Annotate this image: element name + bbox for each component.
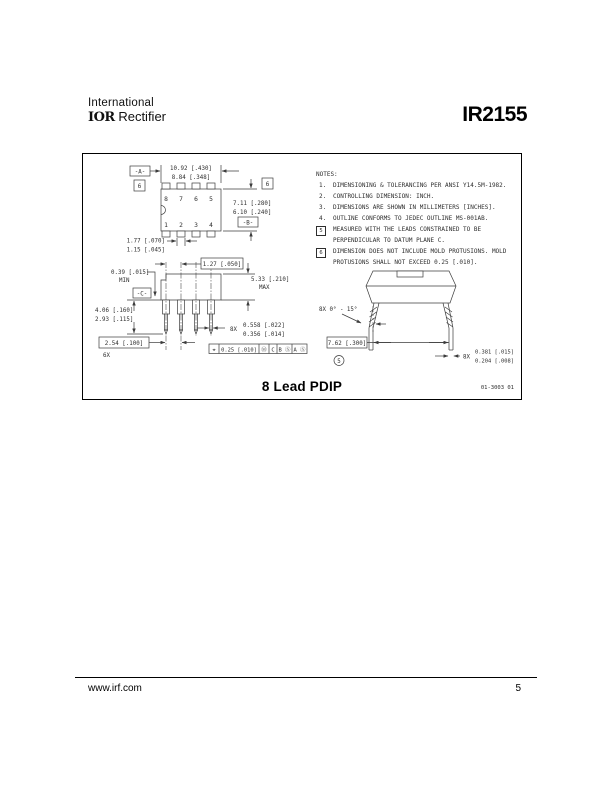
dim-standoff-qual: MIN bbox=[119, 278, 130, 284]
pin-number-6: 6 bbox=[194, 196, 198, 203]
logo-ior-mark: IOR bbox=[88, 110, 115, 125]
pin-number-4: 4 bbox=[209, 222, 213, 229]
logo-line2 bbox=[88, 109, 166, 125]
top-leadwidth-dimension bbox=[167, 238, 197, 246]
logo-rectifier: Rectifier bbox=[114, 109, 167, 124]
footer-page-number: 5 bbox=[515, 683, 521, 694]
dim-leadlen-max: 4.06 [.160] bbox=[95, 308, 134, 314]
notes-title: NOTES: bbox=[316, 171, 338, 178]
footer-url: www.irf.com bbox=[88, 683, 142, 694]
end-view bbox=[319, 271, 514, 366]
pin-number-1: 1 bbox=[164, 222, 168, 229]
fcf-mmc-symbol: Ⓜ bbox=[261, 347, 267, 354]
dim-depth-max: 7.11 [.280] bbox=[233, 201, 272, 207]
dim-width-min: 8.84 [.348] bbox=[171, 175, 211, 181]
feature-control-frame bbox=[209, 344, 307, 354]
pin-number-2: 2 bbox=[179, 222, 183, 229]
note-5-text: MEASURED WITH THE LEADS CONSTRAINED TO BE PERPENDICULAR TO DATUM PLANE C. bbox=[333, 226, 482, 244]
logo-line1: International bbox=[88, 97, 154, 109]
note-1-text: DIMENSIONING & TOLERANCING PER ANSI Y14.5M-1982. bbox=[333, 182, 507, 189]
dim-standoff: 0.39 [.015] bbox=[111, 270, 150, 276]
note-1-marker: 1. bbox=[319, 182, 327, 189]
pin-number-5: 5 bbox=[209, 196, 213, 203]
company-logo bbox=[88, 97, 166, 125]
note-2-marker: 2. bbox=[319, 193, 327, 200]
top-view bbox=[127, 165, 273, 254]
note-4-text: OUTLINE CONFORMS TO JEDEC OUTLINE MS-001AB. bbox=[333, 215, 489, 222]
side-view bbox=[95, 258, 307, 359]
flag6-left-label: 6 bbox=[137, 184, 142, 190]
leadthickness-qty: 8X bbox=[463, 354, 470, 361]
note-4-marker: 4. bbox=[319, 215, 327, 222]
dim-lead-min: 1.15 [.045] bbox=[126, 247, 165, 254]
part-number: IR2155 bbox=[462, 103, 527, 126]
pin-number-8: 8 bbox=[164, 196, 168, 203]
drawing-caption: 8 Lead PDIP bbox=[261, 379, 343, 394]
note-6 bbox=[316, 246, 519, 268]
note-6-text: DIMENSION DOES NOT INCLUDE MOLD PROTUSIONS. MOLD PROTUSIONS SHALL NOT EXCEED 0.25 [.010]. bbox=[333, 248, 507, 266]
package-drawing-frame bbox=[82, 153, 522, 400]
end-leads bbox=[369, 303, 453, 350]
datum-c-label: -C- bbox=[136, 291, 148, 298]
dim-height-qual: MAX bbox=[259, 285, 270, 291]
dim-span: 7.62 [.300] bbox=[327, 341, 367, 347]
dim-leadt-max: 0.381 [.015] bbox=[475, 349, 514, 356]
dim-angle: 8X 0° - 15° bbox=[319, 307, 358, 313]
fcf-datum-a: A Ⓢ bbox=[293, 347, 306, 354]
note-2 bbox=[316, 191, 519, 202]
dim-leadw-max: 0.558 [.022] bbox=[243, 323, 285, 329]
dim-leadt-min: 0.204 [.008] bbox=[475, 358, 514, 365]
flag5-label: 5 bbox=[337, 359, 341, 365]
flag6-right-label: 6 bbox=[265, 182, 270, 188]
dim-height: 5.33 [.210] bbox=[251, 277, 290, 283]
leadwidth-qty: 8X bbox=[230, 327, 237, 333]
fcf-datum-b: B Ⓢ bbox=[278, 347, 291, 354]
angle-callout bbox=[342, 314, 386, 324]
dim-pitch: 2.54 [.100] bbox=[104, 341, 144, 347]
side-leads bbox=[163, 300, 215, 334]
pin-number-7: 7 bbox=[179, 196, 183, 203]
dim-offset: 1.27 [.050] bbox=[202, 262, 242, 268]
fcf-position-symbol: ⌖ bbox=[212, 347, 216, 354]
note-1 bbox=[316, 180, 519, 191]
datum-a-label: -A- bbox=[134, 169, 146, 176]
note-5-marker: 5 bbox=[316, 226, 326, 236]
dim-leadw-min: 0.356 [.014] bbox=[243, 332, 285, 338]
note-3 bbox=[316, 202, 519, 213]
pitch-qty: 6X bbox=[103, 353, 110, 359]
note-6-marker: 6 bbox=[316, 248, 326, 258]
dim-leadlen-min: 2.93 [.115] bbox=[95, 317, 134, 323]
fcf-datum-c: C bbox=[271, 347, 275, 354]
note-3-marker: 3. bbox=[319, 204, 327, 211]
note-5 bbox=[316, 224, 519, 246]
drawing-doc-number: 01-3003 01 bbox=[480, 385, 514, 391]
note-2-text: CONTROLLING DIMENSION: INCH. bbox=[333, 193, 435, 200]
fcf-tolerance: 0.25 [.010] bbox=[221, 347, 257, 354]
dim-depth-min: 6.10 [.240] bbox=[233, 210, 272, 216]
footer-rule bbox=[75, 677, 537, 678]
dim-width-max: 10.92 [.430] bbox=[170, 166, 212, 172]
drawing-notes bbox=[316, 169, 519, 268]
pin-number-3: 3 bbox=[194, 222, 198, 229]
note-4 bbox=[316, 213, 519, 224]
datum-b-label: -B- bbox=[242, 220, 254, 227]
dim-lead-max: 1.77 [.070] bbox=[126, 238, 165, 245]
note-3-text: DIMENSIONS ARE SHOWN IN MILLIMETERS [INCHES]. bbox=[333, 204, 496, 211]
index-notch bbox=[397, 271, 423, 277]
